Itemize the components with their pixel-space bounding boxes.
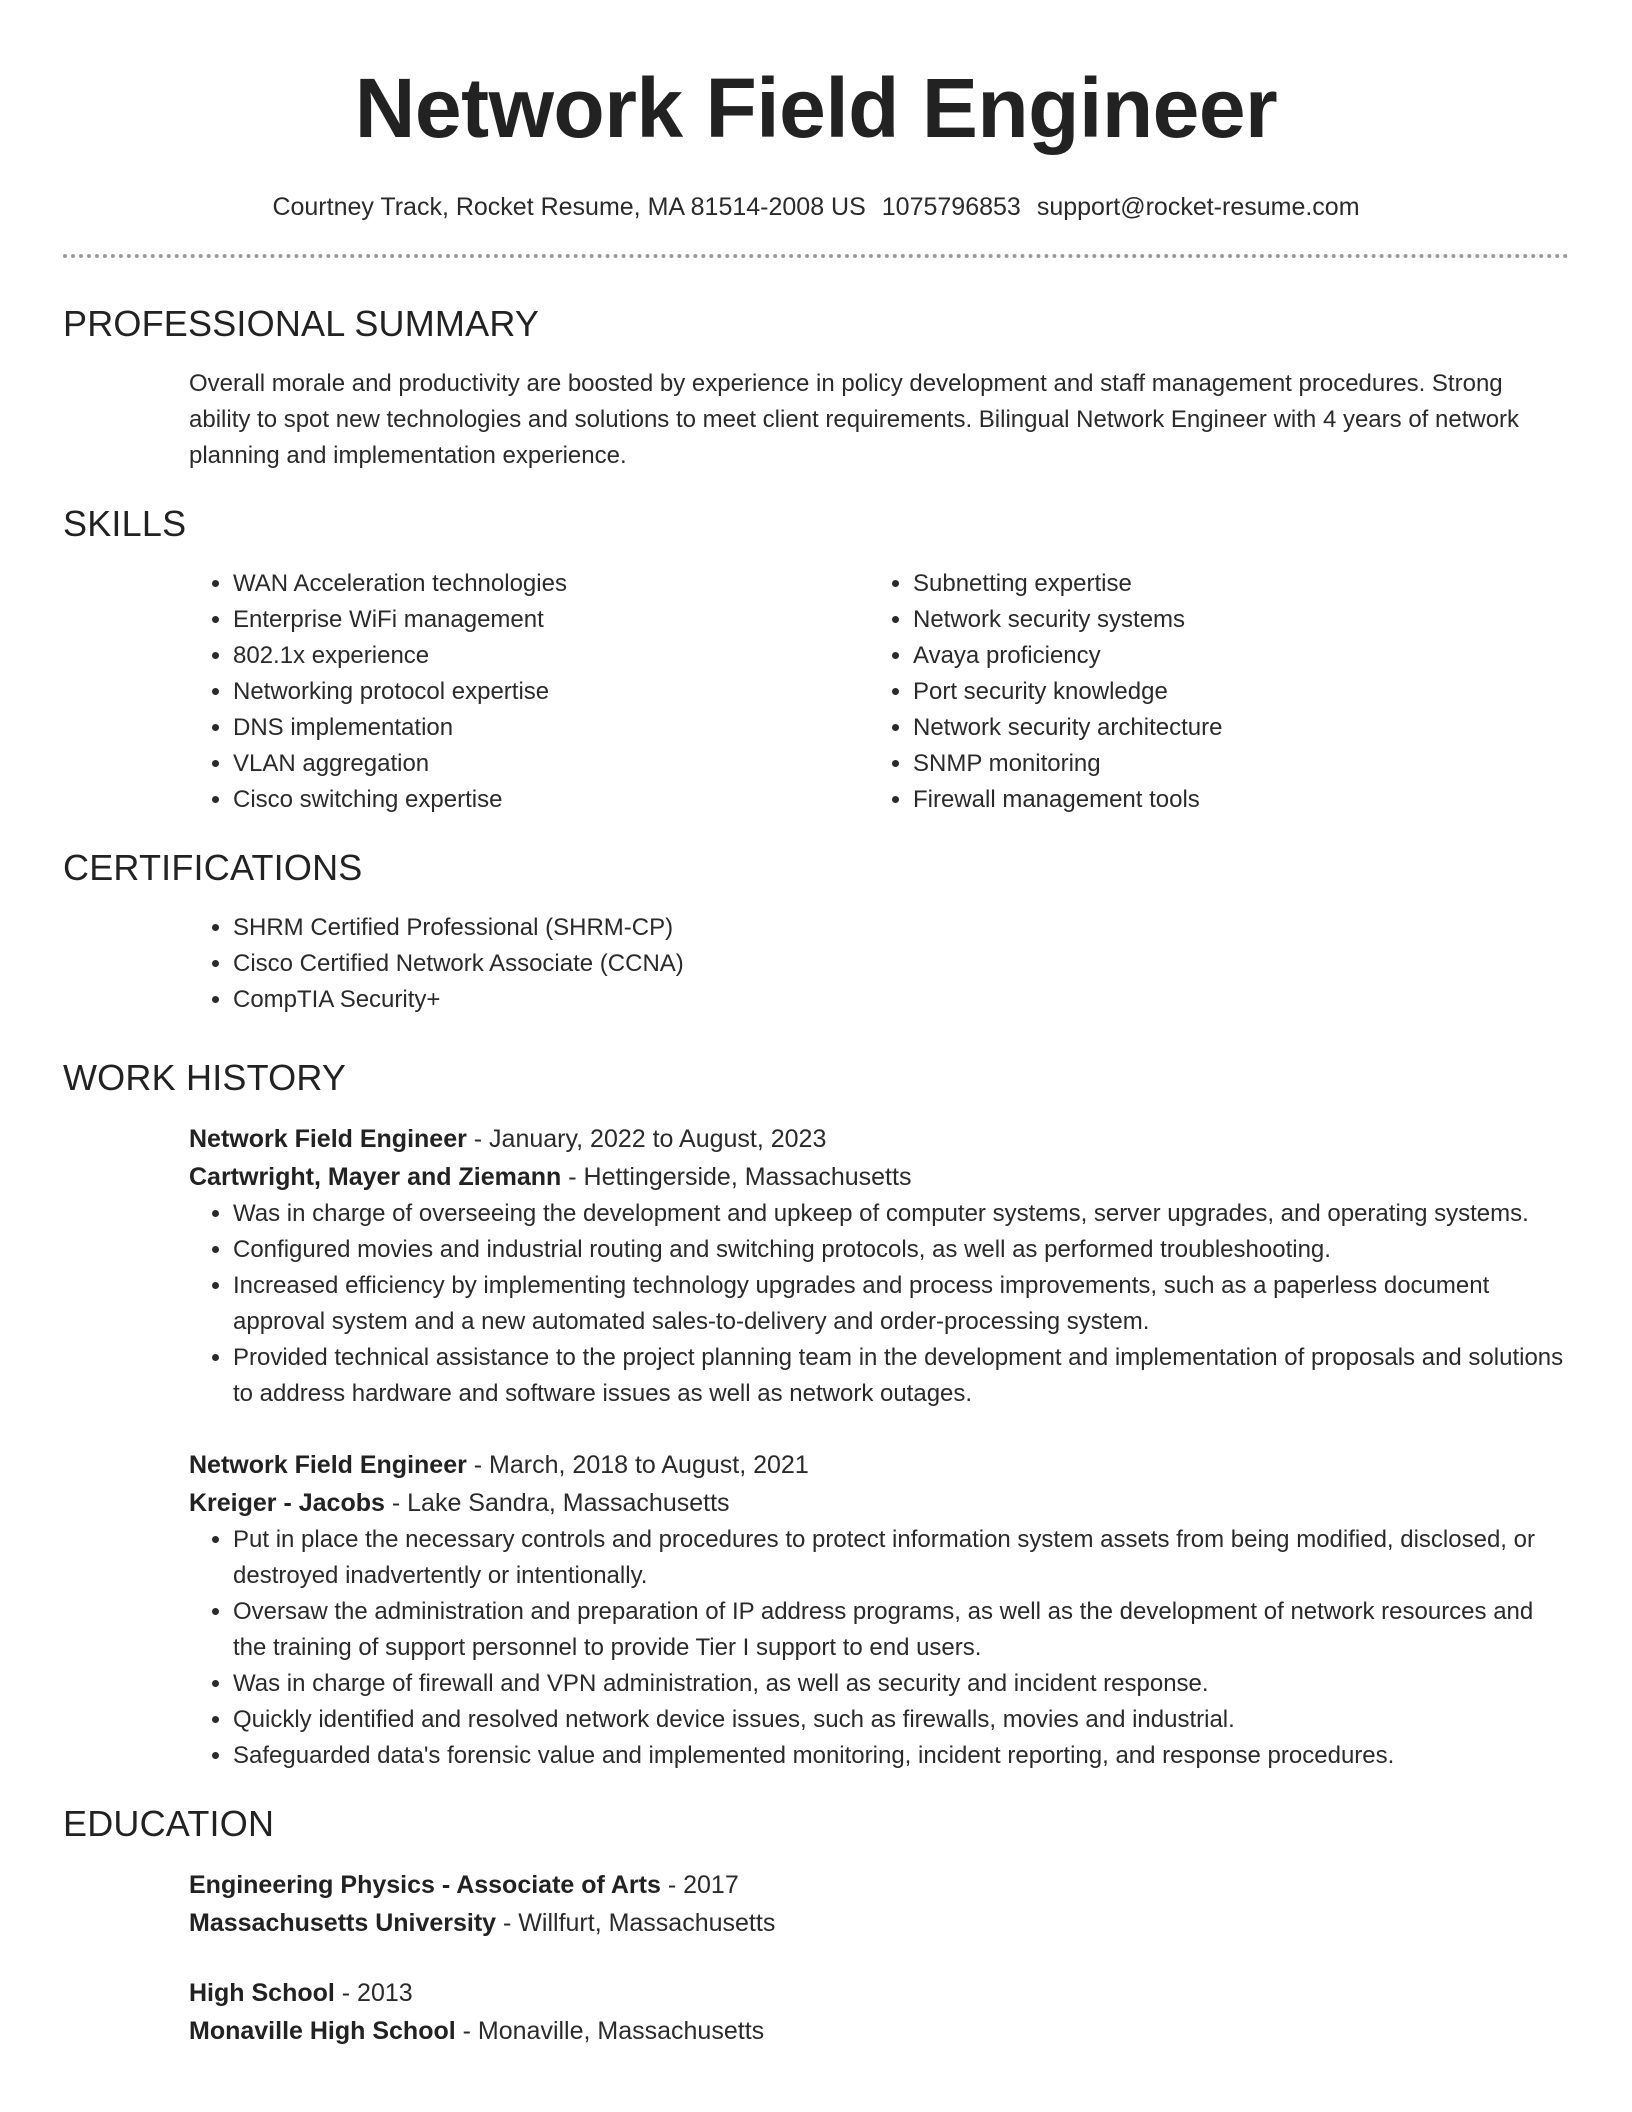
job-role: Network Field Engineer <box>189 1125 467 1153</box>
job-bullet: • Configured movies and industrial routing and switching protocols, as well as performed troubleshooting. <box>233 1232 1569 1268</box>
certifications-heading: CERTIFICATIONS <box>63 847 363 888</box>
skill-item: • Enterprise WiFi management <box>233 602 869 638</box>
job-bullet: • Oversaw the administration and preparation of IP address programs, as well as the development of network resources and the training of support personnel to provide Tier I support to end users. <box>233 1594 1569 1666</box>
job-company: Kreiger - Jacobs <box>189 1489 385 1517</box>
job-bullets <box>189 1196 1569 1412</box>
skill-item: • Cisco switching expertise <box>233 782 869 818</box>
job-entry <box>189 1446 1569 1774</box>
summary-text: Overall morale and productivity are boosted by experience in policy development and staff management procedures. Strong ability to spot new technologies and solutions to meet client requirements. Bilingual Network Engineer with 4 years of network planning and implementation experience. <box>189 370 1520 469</box>
contact-line <box>63 192 1569 222</box>
skills-columns <box>189 566 1569 818</box>
contact-email: support@rocket-resume.com <box>1036 193 1360 221</box>
skills-heading: SKILLS <box>63 503 187 544</box>
skills-column-left <box>189 566 869 818</box>
education-school: Massachusetts University <box>189 1909 497 1937</box>
certification-item: • Cisco Certified Network Associate (CCNA) <box>233 946 1569 982</box>
summary-heading: PROFESSIONAL SUMMARY <box>63 303 540 344</box>
education-school: Monaville High School <box>189 2017 456 2045</box>
education-school-line <box>189 2012 1569 2050</box>
education-degree-line <box>189 1866 1569 1904</box>
job-bullet: • Put in place the necessary controls and procedures to protect information system assets from being modified, disclosed, or destroyed inadvertently or intentionally. <box>233 1522 1569 1594</box>
header-divider <box>63 254 1569 258</box>
resume-name: Network Field Engineer <box>354 61 1278 155</box>
job-role: Network Field Engineer <box>189 1451 467 1479</box>
skill-item: • Avaya proficiency <box>913 638 1549 674</box>
job-company-line <box>189 1158 1569 1196</box>
skill-item: • Port security knowledge <box>913 674 1549 710</box>
education-entry <box>189 1974 1569 2050</box>
education-year: - 2017 <box>660 1871 739 1899</box>
job-title-line <box>189 1446 1569 1484</box>
skill-item: • DNS implementation <box>233 710 869 746</box>
education-school-line <box>189 1904 1569 1942</box>
job-bullet: • Increased efficiency by implementing technology upgrades and process improvements, such as a paperless document approval system and a new automated sales-to-delivery and order-processing system. <box>233 1268 1569 1340</box>
education-year: - 2013 <box>334 1979 413 2007</box>
certification-item: • SHRM Certified Professional (SHRM-CP) <box>233 910 1569 946</box>
job-dates: - January, 2022 to August, 2023 <box>466 1125 827 1153</box>
job-bullet: • Safeguarded data's forensic value and implemented monitoring, incident reporting, and response procedures. <box>233 1738 1569 1774</box>
skill-item: • WAN Acceleration technologies <box>233 566 869 602</box>
job-dates: - March, 2018 to August, 2021 <box>466 1451 809 1479</box>
job-bullet: • Provided technical assistance to the project planning team in the development and implementation of proposals and solutions to address hardware and software issues as well as network outages. <box>233 1340 1569 1412</box>
skill-item: • Network security architecture <box>913 710 1549 746</box>
skill-item: • 802.1x experience <box>233 638 869 674</box>
skill-item: • Subnetting expertise <box>913 566 1549 602</box>
education-location: - Willfurt, Massachusetts <box>496 1909 776 1937</box>
job-bullet: • Was in charge of firewall and VPN administration, as well as security and incident response. <box>233 1666 1569 1702</box>
job-bullets <box>189 1522 1569 1774</box>
skill-item: • Firewall management tools <box>913 782 1549 818</box>
education-degree: Engineering Physics - Associate of Arts <box>189 1871 661 1899</box>
job-location: - Hettingerside, Massachusetts <box>561 1163 912 1191</box>
education-degree: High School <box>189 1979 335 2007</box>
education-degree-line <box>189 1974 1569 2012</box>
job-bullet: • Quickly identified and resolved network device issues, such as firewalls, movies and industrial. <box>233 1702 1569 1738</box>
job-company: Cartwright, Mayer and Ziemann <box>189 1163 562 1191</box>
skill-item: • Networking protocol expertise <box>233 674 869 710</box>
contact-phone: 1075796853 <box>881 193 1021 221</box>
work-history-heading: WORK HISTORY <box>63 1057 347 1098</box>
skills-column-right <box>869 566 1549 818</box>
contact-address: Courtney Track, Rocket Resume, MA 81514-2008 US <box>272 193 866 221</box>
job-title-line <box>189 1120 1569 1158</box>
education-location: - Monaville, Massachusetts <box>455 2017 765 2045</box>
skill-item: • Network security systems <box>913 602 1549 638</box>
certification-item: • CompTIA Security+ <box>233 982 1569 1018</box>
certifications-list <box>189 910 1569 1018</box>
education-entry <box>189 1866 1569 1942</box>
education-heading: EDUCATION <box>63 1803 275 1844</box>
job-bullet: • Was in charge of overseeing the development and upkeep of computer systems, server upgrades, and operating systems. <box>233 1196 1569 1232</box>
job-company-line <box>189 1484 1569 1522</box>
skill-item: • VLAN aggregation <box>233 746 869 782</box>
job-entry <box>189 1120 1569 1412</box>
job-location: - Lake Sandra, Massachusetts <box>384 1489 730 1517</box>
skill-item: • SNMP monitoring <box>913 746 1549 782</box>
